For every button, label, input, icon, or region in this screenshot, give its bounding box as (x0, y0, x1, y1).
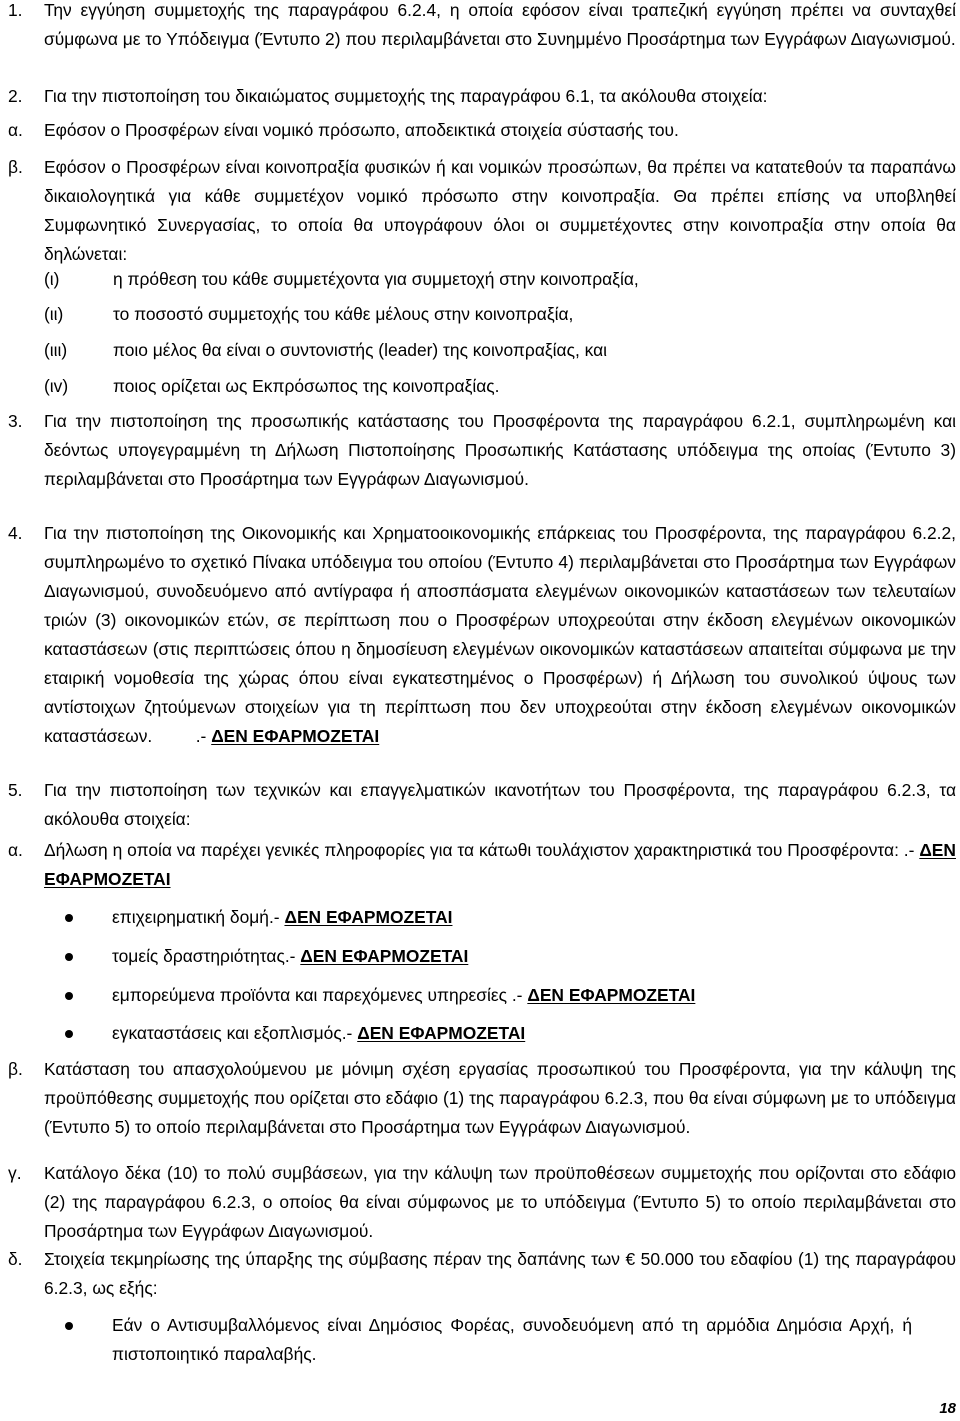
item-4-suffix: .- (195, 726, 207, 746)
item-2a-text: Εφόσον ο Προσφέρων είναι νομικό πρόσωπο, αποδεικτικά στοιχεία σύστασής του. (44, 120, 679, 140)
not-applicable-note: ΔΕΝ ΕΦΑΡΜΟΖΕΤΑΙ (527, 985, 696, 1005)
item-2b-text: Εφόσον ο Προσφέρων είναι κοινοπραξία φυσικών ή και νομικών προσώπων, θα πρέπει να κατατεθούν τα παραπάνω δικαιολογητικά για κάθε συμμετέχον νομικό πρόσωπο στην κοινοπραξία. Θα πρέπει επίσης να υποβληθεί Συμφωνητικό Συνεργασίας, το οποία θα υπογράφουν όλοι οι συμμετέχοντες στην κοινοπραξία στην οποία θα δηλώνεται: (44, 157, 956, 264)
item-5c-label: γ. (8, 1163, 22, 1183)
bullet-item (112, 942, 468, 971)
item-5a-body (44, 836, 956, 894)
item-5-text: Για την πιστοποίηση των τεχνικών και επαγγελματικών ικανοτήτων του Προσφέροντα, της παραγράφου 6.2.3, τα ακόλουθα στοιχεία: (44, 780, 956, 829)
bullet-text: εγκαταστάσεις και εξοπλισμός.- (112, 1023, 353, 1043)
not-applicable-note: ΔΕΝ ΕΦΑΡΜΟΖΕΤΑΙ (44, 840, 956, 889)
item-3-label: 3. (8, 411, 23, 431)
subitem-label: (ι) (44, 269, 60, 289)
item-5d-bullet-text: Εάν ο Αντισυμβαλλόμενος είναι Δημόσιος Φορέας, συνοδευόμενη από τη αρμόδια Δημόσια Αρχή, ή πιστοποιητικό παραλαβής. (112, 1315, 912, 1364)
item-4-label: 4. (8, 523, 23, 543)
not-applicable-note: ΔΕΝ ΕΦΑΡΜΟΖΕΤΑΙ (211, 726, 380, 746)
item-2b-label: β. (8, 157, 23, 177)
bullet-text: επιχειρηματική δομή.- (112, 907, 280, 927)
bullet-item (112, 981, 695, 1010)
bullet-dot-icon (65, 953, 73, 961)
item-5b-text: Κατάσταση του απασχολούμενου με μόνιμη σχέση εργασίας προσωπικού του Προσφέροντα, για την κάλυψη της προϋπόθεσης συμμετοχής που ορίζεται στο εδάφιο (1) της παραγράφου 6.2.3, που θα είναι σύμφωνη με το υπόδειγμα (Έντυπο 5) το οποίο περιλαμβάνεται στο Προσάρτημα των Εγγράφων Διαγωνισμού. (44, 1059, 956, 1137)
item-2-label: 2. (8, 86, 23, 106)
item-4-body (44, 519, 956, 751)
bullet-text: τομείς δραστηριότητας.- (112, 946, 296, 966)
subitem-label: (ιv) (44, 376, 69, 396)
bullet-text: εμπορεύμενα προϊόντα και παρεχόμενες υπηρεσίες .- (112, 985, 523, 1005)
bullet-dot-icon (65, 914, 73, 922)
subitem-text: ποιος ορίζεται ως Εκπρόσωπος της κοινοπραξίας. (113, 376, 500, 396)
item-3-text: Για την πιστοποίηση της προσωπικής κατάστασης του Προσφέροντα της παραγράφου 6.2.1, συμπληρωμένη και δεόντως υπογεγραμμένη τη Δήλωση Πιστοποίησης Προσωπικής Κατάστασης υπόδειγμα της οποίας (Έντυπο 3) περιλαμβάνεται στο Προσάρτημα των Εγγράφων Διαγωνισμού. (44, 411, 956, 489)
not-applicable-note: ΔΕΝ ΕΦΑΡΜΟΖΕΤΑΙ (357, 1023, 526, 1043)
not-applicable-note: ΔΕΝ ΕΦΑΡΜΟΖΕΤΑΙ (300, 946, 469, 966)
bullet-dot-icon (65, 1030, 73, 1038)
item-4-text: Για την πιστοποίηση της Οικονομικής και Χρηματοοικονομικής επάρκειας του Προσφέροντα, της παραγράφου 6.2.2, συμπληρωμένο το σχετικό Πίνακα υπόδειγμα του οποίου (Έντυπο 4) περιλαμβάνεται στο Προσάρτημα των Εγγράφων Διαγωνισμού, συνοδευόμενο από αντίγραφα ή αποσπάσματα ελεγμένων οικονομικών καταστάσεων των τελευταίων τριών (3) οικονομικών ετών, σε περίπτωση που ο Προσφέρων υποχρεούται στην έκδοση ελεγμένων οικονομικών καταστάσεων (στις περιπτώσεις όπου η δημοσίευση ελεγμένων οικονομικών καταστάσεων απαιτείται σύμφωνα με την εταιρική νομοθεσία της χώρας όπου είναι εγκατεστημένος ο Προσφέρων) ή Δήλωση του συνολικού ύψους των αντίστοιχων ζητούμενων στοιχείων για τη περίπτωση που δεν υποχρεούται στην έκδοση ελεγμένων οικονομικών καταστάσεων. (44, 523, 956, 746)
item-2a-label: α. (8, 120, 23, 140)
item-5c-text: Κατάλογο δέκα (10) το πολύ συμβάσεων, για την κάλυψη των προϋποθέσεων συμμετοχής που ορίζονται στο εδάφιο (2) της παραγράφου 6.2.3, ο οποίος θα είναι σύμφωνος με το υπόδειγμα (Έντυπο 5) το οποίο περιλαμβάνεται στο Προσάρτημα των Εγγράφων Διαγωνισμού. (44, 1163, 956, 1241)
subitem-label: (ιι) (44, 304, 64, 324)
page-number: 18 (939, 1400, 956, 1417)
item-5a-label: α. (8, 840, 23, 860)
bullet-item (112, 903, 452, 932)
item-1-label: 1. (8, 0, 23, 20)
item-2-text: Για την πιστοποίηση του δικαιώματος συμμετοχής της παραγράφου 6.1, τα ακόλουθα στοιχεία: (44, 86, 768, 106)
bullet-item (112, 1019, 525, 1048)
item-5-label: 5. (8, 780, 23, 800)
item-5d-label: δ. (8, 1249, 23, 1269)
item-1-text: Την εγγύηση συμμετοχής της παραγράφου 6.2.4, η οποία εφόσον είναι τραπεζική εγγύηση πρέπει να συνταχθεί σύμφωνα με το Υπόδειγμα (Έντυπο 2) που περιλαμβάνεται στο Συνημμένο Προσάρτημα των Εγγράφων Διαγωνισμού. (44, 0, 956, 49)
subitem-text: η πρόθεση του κάθε συμμετέχοντα για συμμετοχή στην κοινοπραξία, (113, 269, 639, 289)
subitem-text: το ποσοστό συμμετοχής του κάθε μέλους στην κοινοπραξία, (113, 304, 574, 324)
bullet-dot-icon (65, 1322, 73, 1330)
bullet-dot-icon (65, 992, 73, 1000)
subitem-text: ποιο μέλος θα είναι ο συντονιστής (leader) της κοινοπραξίας, και (113, 340, 608, 360)
item-5a-text: Δήλωση η οποία να παρέχει γενικές πληροφορίες για τα κάτωθι τουλάχιστον χαρακτηριστικά του Προσφέροντα: .- (44, 840, 915, 860)
subitem-label: (ιιι) (44, 340, 68, 360)
not-applicable-note: ΔΕΝ ΕΦΑΡΜΟΖΕΤΑΙ (284, 907, 453, 927)
item-5d-text: Στοιχεία τεκμηρίωσης της ύπαρξης της σύμβασης πέραν της δαπάνης των € 50.000 του εδαφίου (1) της παραγράφου 6.2.3, ως εξής: (44, 1249, 956, 1298)
item-5b-label: β. (8, 1059, 23, 1079)
